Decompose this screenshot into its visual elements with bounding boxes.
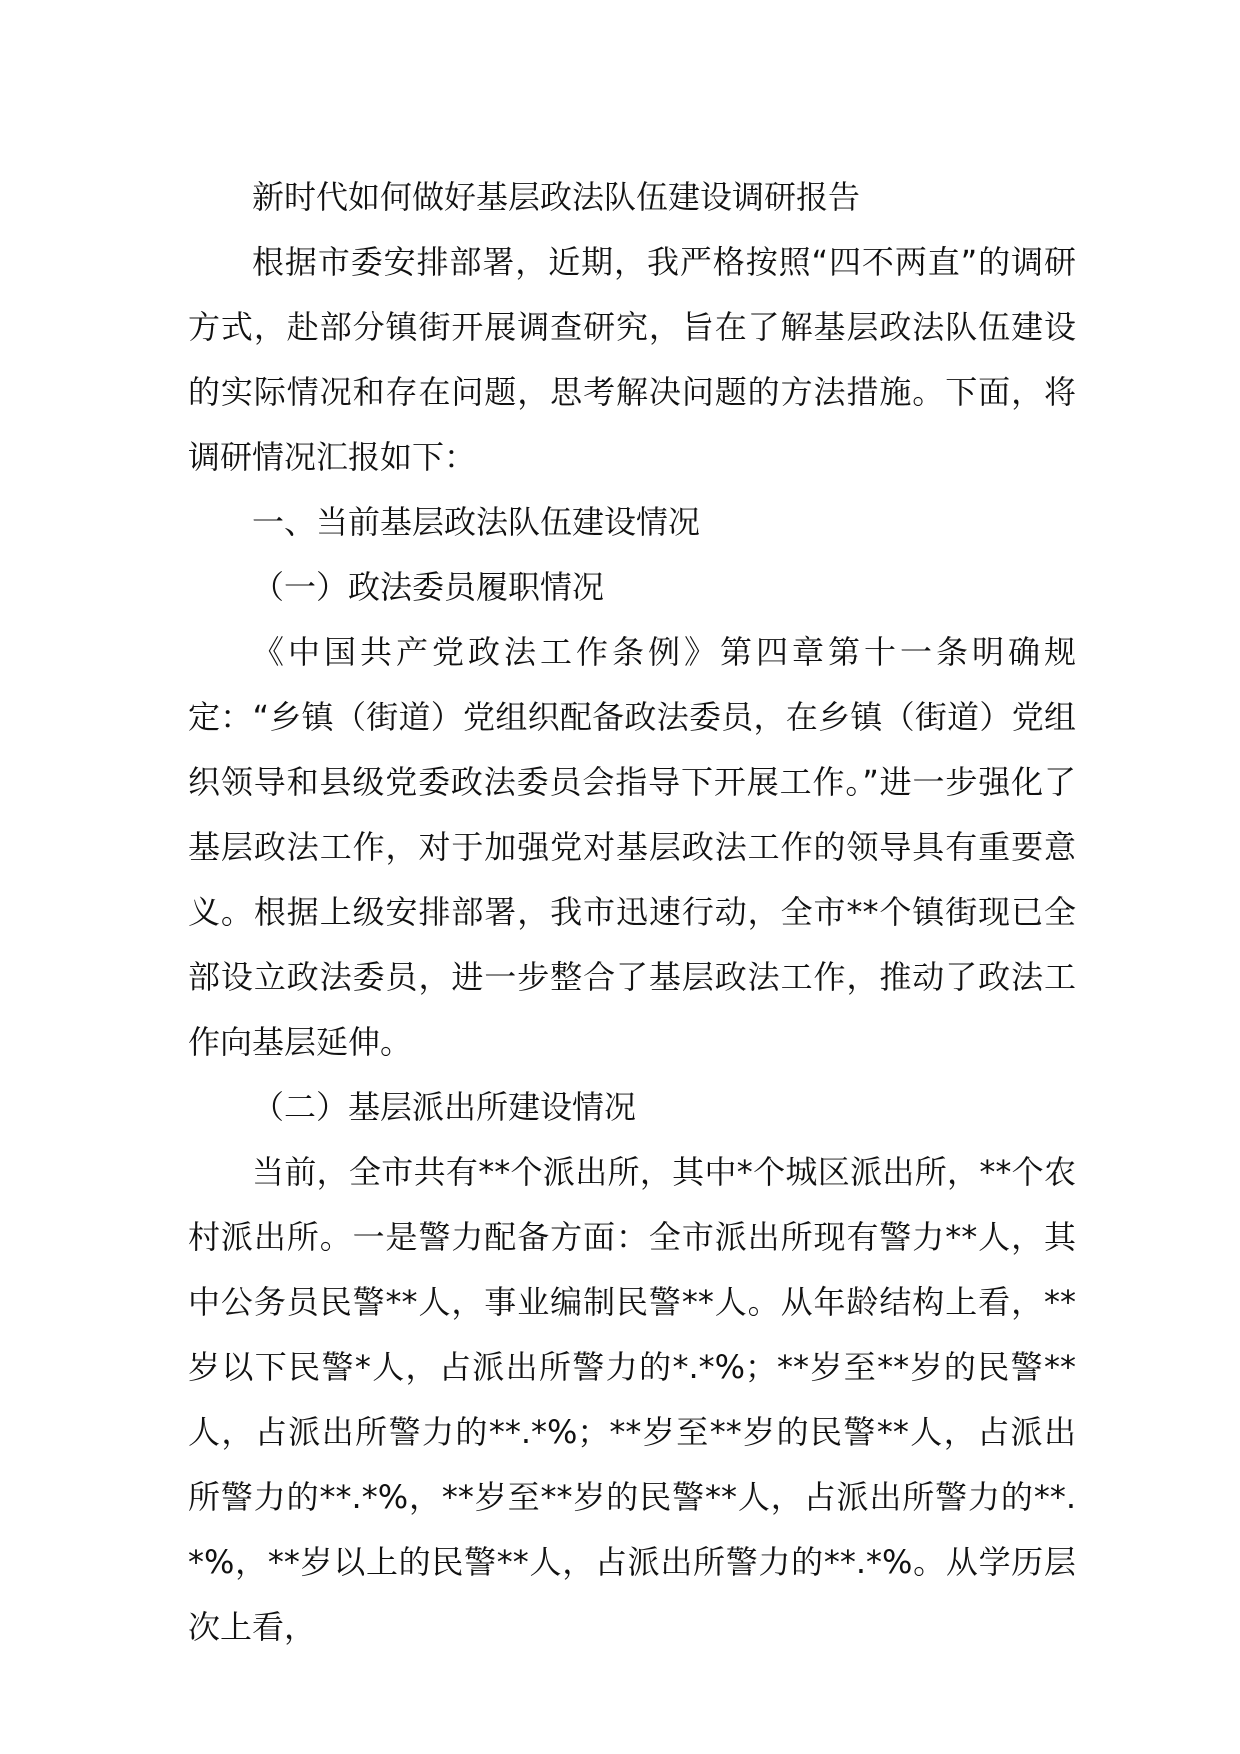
subsection-heading-2: （二）基层派出所建设情况 xyxy=(252,1088,637,1126)
document-title: 新时代如何做好基层政法队伍建设调研报告 xyxy=(252,178,861,216)
document-body xyxy=(188,165,1076,1660)
section-heading-1: 一、当前基层政法队伍建设情况 xyxy=(252,503,701,541)
subsection-body-2: 当前，全市共有**个派出所，其中*个城区派出所，**个农村派出所。一是警力配备方面：全市派出所现有警力**人，其中公务员民警**人，事业编制民警**人。从年龄结构上看，**岁以下民警*人，占派出所警力的*.*%；**岁至**岁的民警**人，占派出所警力的**.*%；**岁至**岁的民警**人，占派出所警力的**.*%，**岁至**岁的民警**人，占派出所警力的**.*%，**岁以上的民警**人，占派出所警力的**.*%。从学历层次上看， xyxy=(188,1153,1076,1646)
intro-paragraph: 根据市委安排部署，近期，我严格按照“四不两直”的调研方式，赴部分镇街开展调查研究，旨在了解基层政法队伍建设的实际情况和存在问题，思考解决问题的方法措施。下面，将调研情况汇报如下： xyxy=(188,243,1076,476)
subsection-body-1: 《中国共产党政法工作条例》第四章第十一条明确规定：“乡镇（街道）党组织配备政法委员，在乡镇（街道）党组织领导和县级党委政法委员会指导下开展工作。”进一步强化了基层政法工作，对于加强党对基层政法工作的领导具有重要意义。根据上级安排部署，我市迅速行动，全市**个镇街现已全部设立政法委员，进一步整合了基层政法工作，推动了政法工作向基层延伸。 xyxy=(188,633,1076,1061)
subsection-heading-1: （一）政法委员履职情况 xyxy=(252,568,605,606)
